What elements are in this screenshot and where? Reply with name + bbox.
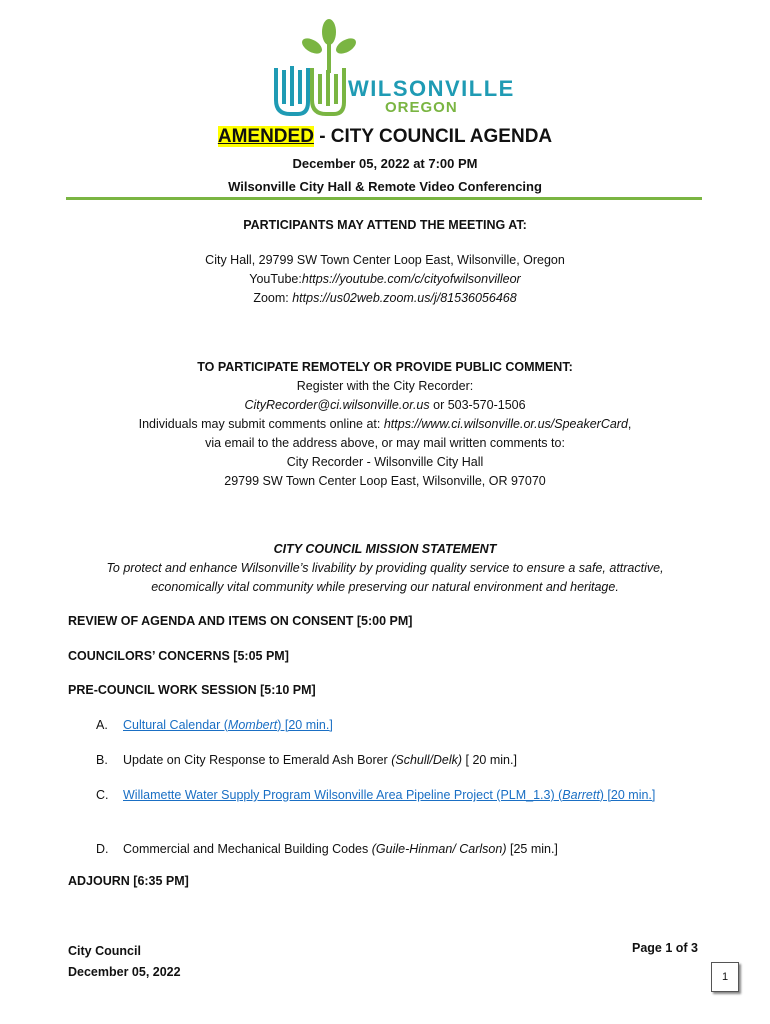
item-letter: D. [96, 842, 109, 856]
item-letter: B. [96, 753, 108, 767]
section-work-session: PRE-COUNCIL WORK SESSION [5:10 PM] [68, 683, 316, 697]
attend-heading: PARTICIPANTS MAY ATTEND THE MEETING AT: [243, 218, 527, 232]
item-b-text: Update on City Response to Emerald Ash Borer [123, 753, 392, 767]
mission-line-2: economically vital community while preserving our natural environment and heritage. [151, 580, 619, 594]
header-divider [66, 197, 702, 200]
mission-heading: CITY COUNCIL MISSION STATEMENT [273, 542, 497, 556]
speaker-card-url[interactable]: https://www.ci.wilsonville.or.us/SpeakerCard [383, 417, 628, 431]
recorder-email[interactable]: CityRecorder@ci.wilsonville.or.us [244, 398, 430, 412]
item-a-duration: ) [20 min.] [277, 718, 333, 732]
page-title [0, 126, 770, 148]
remote-online [0, 415, 770, 434]
cultural-calendar-link[interactable] [123, 716, 693, 735]
section-adjourn: ADJOURN [6:35 PM] [68, 874, 189, 888]
item-c-duration: ) [20 min.] [599, 788, 656, 802]
footer-left [68, 941, 181, 983]
remote-email-mail: via email to the address above, or may mail written comments to: [205, 436, 565, 450]
footer-date: December 05, 2022 [68, 965, 181, 979]
logo-w-blue [276, 66, 308, 114]
section-review: REVIEW OF AGENDA AND ITEMS ON CONSENT [5:00 PM] [68, 614, 413, 628]
item-b-duration: [ 20 min.] [462, 753, 517, 767]
online-comma: , [627, 417, 632, 431]
water-supply-link[interactable] [123, 786, 693, 805]
online-text: Individuals may submit comments online at: [138, 417, 384, 431]
item-c-presenter: Barrett [562, 788, 600, 802]
item-d-duration: [25 min.] [506, 842, 558, 856]
remote-heading: TO PARTICIPATE REMOTELY OR PROVIDE PUBLIC COMMENT: [197, 360, 573, 374]
zoom-label: Zoom: [253, 291, 293, 305]
attend-address: City Hall, 29799 SW Town Center Loop East, Wilsonville, Oregon [205, 253, 565, 267]
youtube-url[interactable]: https://youtube.com/c/cityofwilsonvilleor [301, 272, 521, 286]
logo-wordmark: WILSONVILLE [348, 76, 515, 101]
logo-w-green [312, 68, 344, 114]
item-b-presenter: (Schull/Delk) [391, 753, 463, 767]
item-d-title [123, 840, 693, 859]
zoom-url[interactable]: https://us02web.zoom.us/j/81536056468 [292, 291, 517, 305]
item-d-presenter: (Guile-Hinman/ Carlson) [371, 842, 507, 856]
item-a-presenter: Mombert [227, 718, 278, 732]
remote-mail-recipient: City Recorder - Wilsonville City Hall [286, 455, 484, 469]
logo-leaf-top [322, 19, 336, 45]
remote-contact [0, 396, 770, 415]
footer-org: City Council [68, 944, 141, 958]
youtube-label: YouTube: [249, 272, 302, 286]
mission-line-1: To protect and enhance Wilsonville’s livability by providing quality service to ensure a safe, attractive, [106, 561, 664, 575]
title-rest: - CITY COUNCIL AGENDA [313, 126, 553, 147]
recorder-phone: or 503-570-1506 [429, 398, 526, 412]
remote-register: Register with the City Recorder: [296, 379, 474, 393]
section-concerns: COUNCILORS’ CONCERNS [5:05 PM] [68, 649, 289, 663]
meeting-date-time: December 05, 2022 at 7:00 PM [292, 156, 478, 171]
logo-leaf-right [333, 35, 358, 56]
item-c-text: Willamette Water Supply Program Wilsonville Area Pipeline Project (PLM_1.3) ( [123, 788, 563, 802]
footer-page-label: Page 1 of 3 [632, 941, 698, 955]
item-letter: C. [96, 788, 109, 802]
meeting-location: Wilsonville City Hall & Remote Video Conferencing [228, 179, 542, 194]
attend-youtube [0, 270, 770, 289]
logo-state: OREGON [385, 99, 458, 116]
item-b-title [123, 751, 693, 770]
item-letter: A. [96, 718, 108, 732]
amended-highlight: AMENDED [217, 126, 314, 147]
item-a-text: Cultural Calendar ( [123, 718, 228, 732]
logo-leaf-left [299, 35, 324, 56]
page-number-box: 1 [711, 962, 739, 992]
item-d-text: Commercial and Mechanical Building Codes [123, 842, 372, 856]
remote-mail-address: 29799 SW Town Center Loop East, Wilsonville, OR 97070 [224, 474, 546, 488]
attend-zoom [0, 289, 770, 308]
